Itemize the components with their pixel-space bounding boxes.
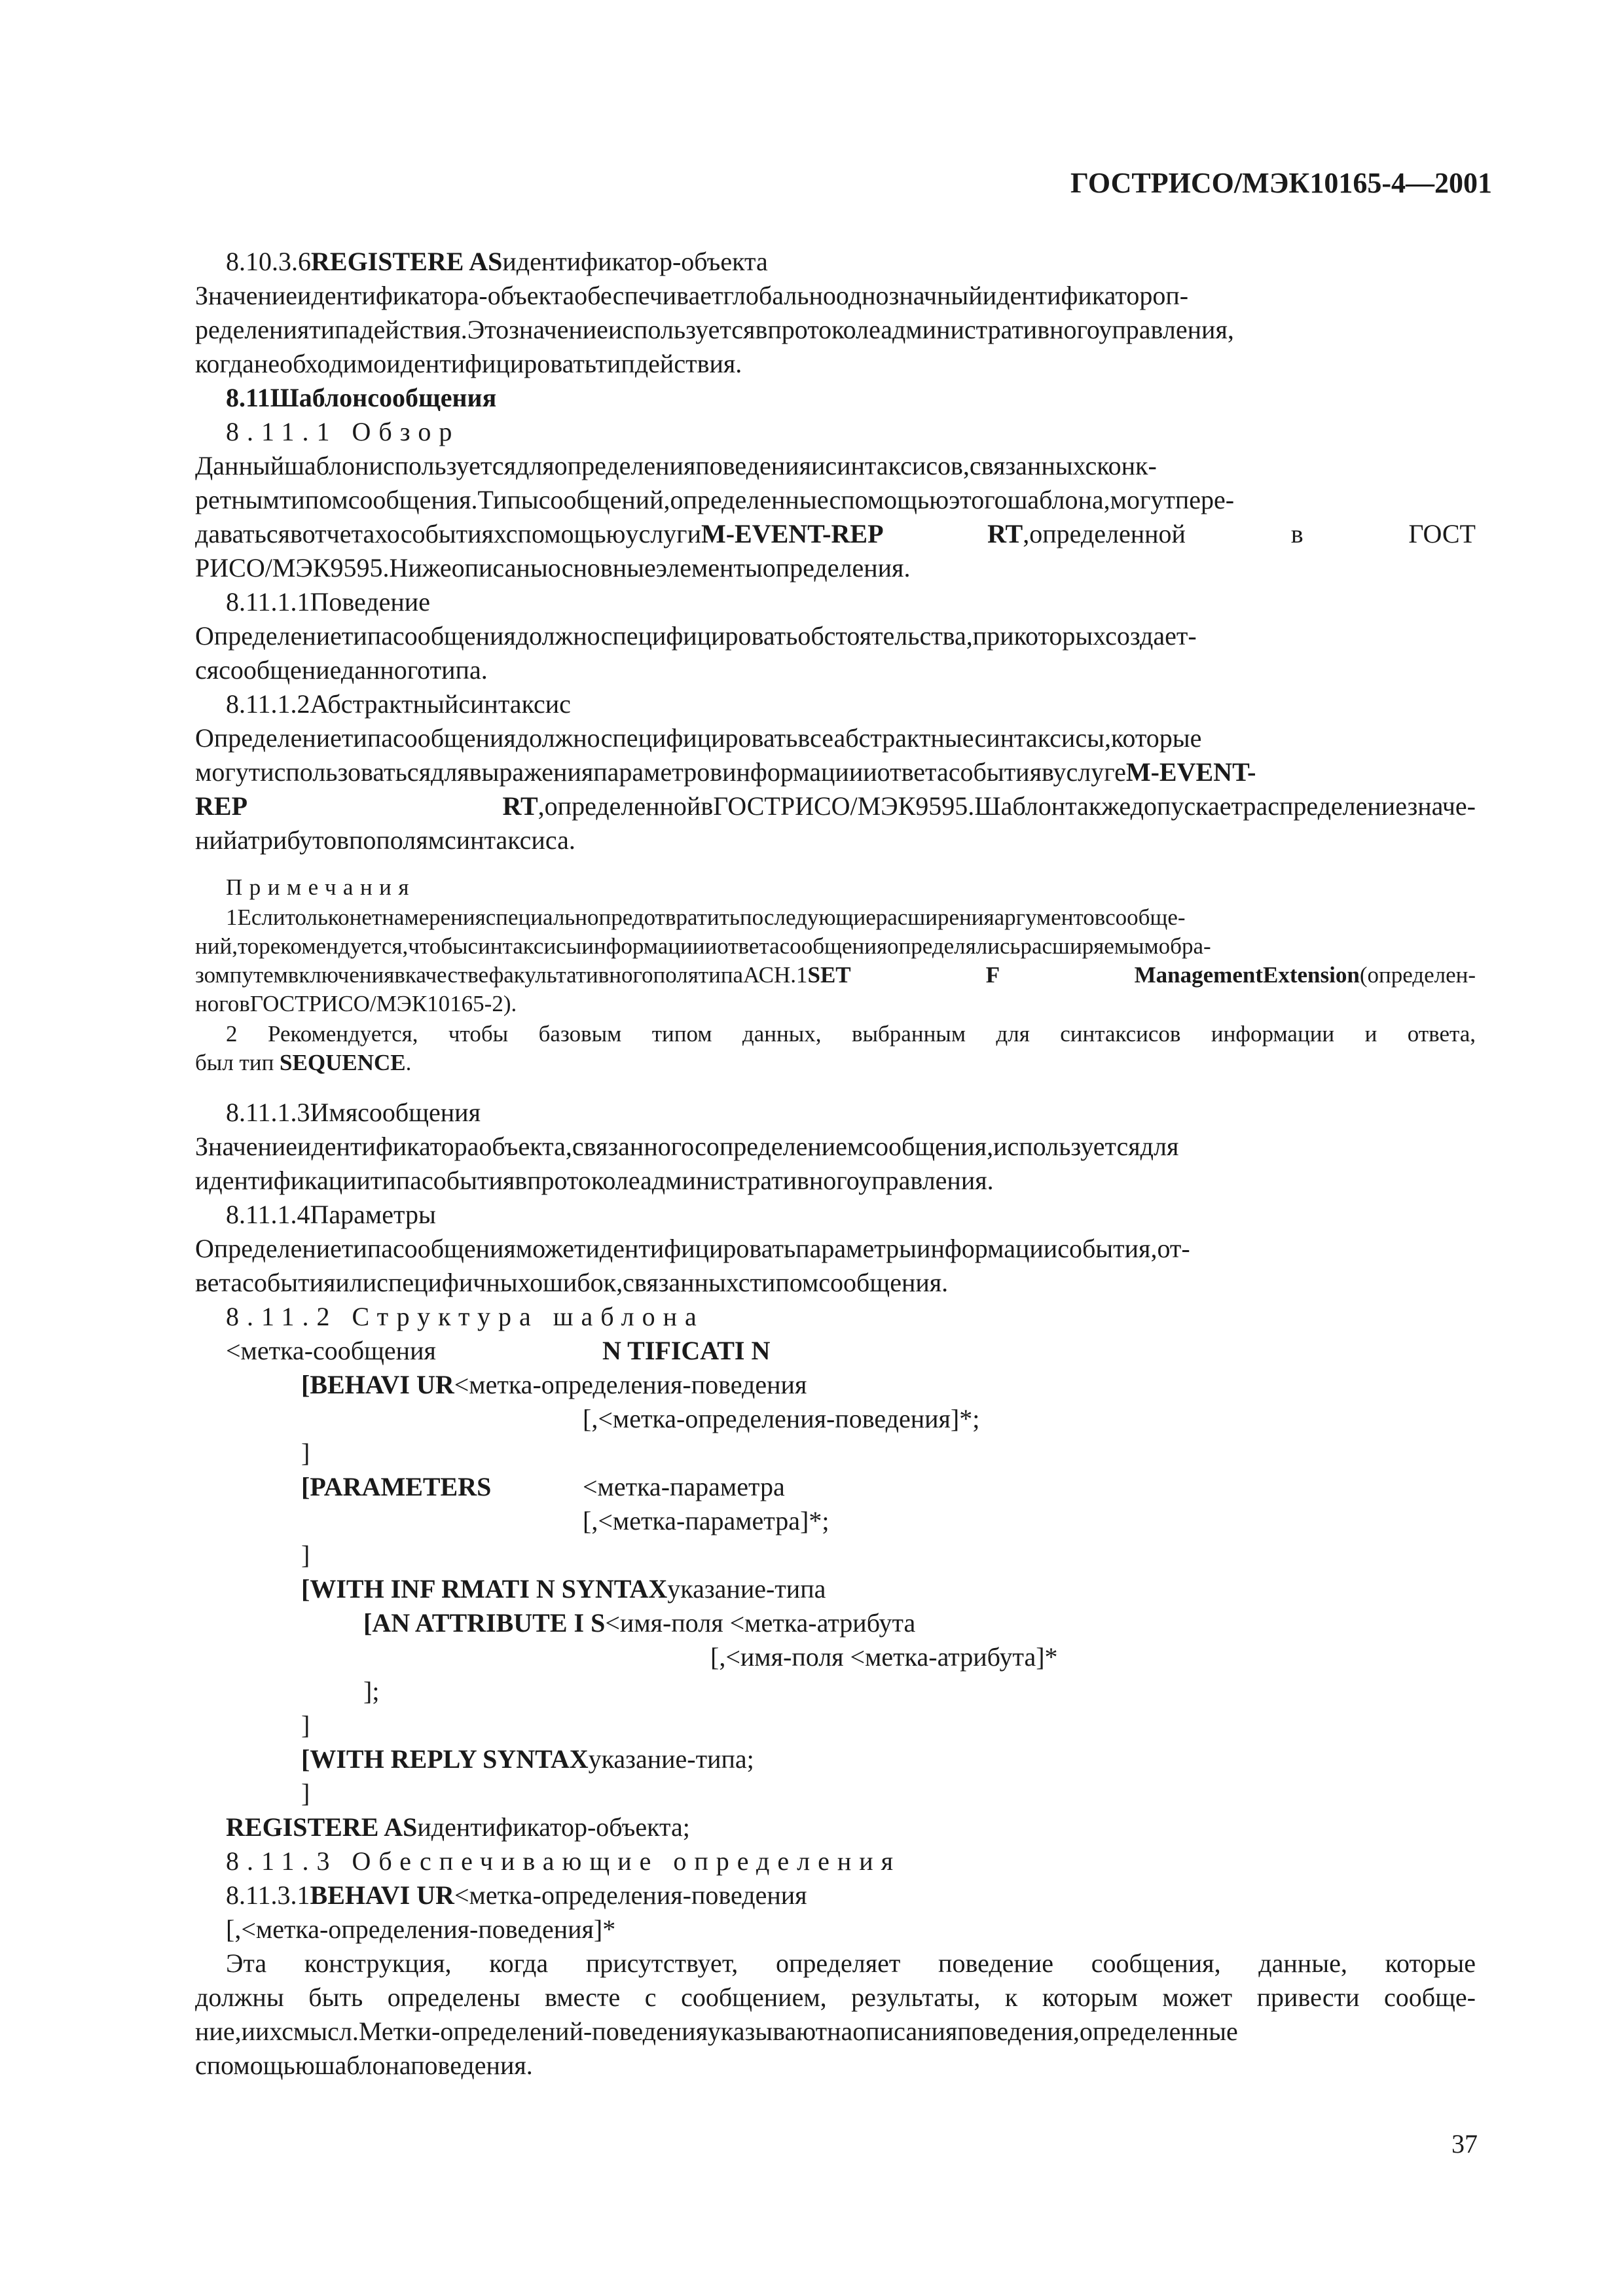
- document-header: ГОСТРИСО/МЭК10165-4—2001: [1070, 167, 1492, 199]
- notes-title: Примечания: [226, 874, 416, 900]
- text: ,определенной в ГОСТ: [1023, 519, 1476, 548]
- paragraph-line: ретнымтипомсообщения.Типысообщений,определенныеспомощьюэтогошаблона,могутпере-: [195, 485, 1235, 514]
- template-keyword: [PARAMETERS: [301, 1472, 492, 1501]
- keyword: [AN ATTRIBUTE I S: [363, 1608, 606, 1638]
- text: <метка-определения-поведения: [454, 1370, 807, 1399]
- heading-number: 8.10.3.6: [226, 247, 311, 276]
- template-line: <метка-параметра: [583, 1472, 785, 1501]
- paragraph-line: ние,иихсмысл.Метки-определений-поведенияуказываютнаописанияповедения,определенные: [195, 2017, 1238, 2046]
- section-heading-8-11: 8.11Шаблонсообщения: [226, 383, 497, 412]
- subsection-heading-8-11-1-4: 8.11.1.4Параметры: [226, 1200, 436, 1229]
- note-line: ноговГОСТРИСО/МЭК10165-2).: [195, 991, 517, 1016]
- template-line: [,<имя-поля <метка-атрибута]*: [710, 1642, 1058, 1672]
- template-line: ];: [363, 1676, 380, 1706]
- subsection-heading-8-11-2: 8.11.2 Структура шаблона: [226, 1302, 704, 1331]
- paragraph-line: идентификациитипасобытиявпротоколеадминистративногоуправления.: [195, 1166, 994, 1195]
- template-line: [,<метка-параметра]*;: [583, 1506, 830, 1535]
- paragraph-line: [195, 793, 1476, 819]
- paragraph-line: РИСО/МЭК9595.Нижеописаныосновныеэлементыопределения.: [195, 553, 911, 583]
- note-line: 2 Рекомендуется, чтобы базовым типом данных, выбранным для синтаксисов информации и ответа,: [226, 1021, 1476, 1047]
- keyword: [BEHAVI UR: [301, 1370, 454, 1399]
- text: (определен-: [1359, 962, 1476, 988]
- template-line: [226, 1814, 690, 1840]
- keyword: REGISTERE AS: [311, 247, 503, 276]
- paragraph-line: Значениеидентификатораобъекта,связанногосопределениемсообщения,используетсядля: [195, 1132, 1179, 1161]
- keyword: [WITH REPLY SYNTAX: [301, 1744, 589, 1774]
- template-keyword: N TIFICATI N: [602, 1336, 771, 1365]
- paragraph-line: Определениетипасообщенияможетидентифицироватьпараметрыинформациисобытия,от-: [195, 1234, 1190, 1263]
- template-line: [301, 1372, 807, 1398]
- text: был тип: [195, 1050, 280, 1075]
- paragraph-line: [195, 759, 1476, 785]
- keyword: BEHAVI UR: [310, 1880, 454, 1910]
- template-line: <метка-сообщения: [226, 1336, 436, 1365]
- page-number: 37: [1451, 2129, 1478, 2159]
- text: указание-типа;: [588, 1744, 754, 1774]
- template-line: ]: [301, 1710, 310, 1740]
- paragraph-line: сясообщениеданноготипа.: [195, 655, 488, 685]
- subsection-heading-8-11-1-2: 8.11.1.2Абстрактныйсинтаксис: [226, 689, 571, 719]
- note-line: 1Еслитольконетнамеренияспециальнопредотвратитьпоследующиерасширенияаргументовсообще-: [226, 905, 1186, 930]
- paragraph-line: Данныйшаблониспользуетсядляопределенияповеденияисинтаксисов,связанныхсконк-: [195, 451, 1157, 480]
- keyword: M-EVENT-REP RT: [701, 519, 1023, 548]
- subsection-heading-8-10-3-6: [226, 249, 768, 275]
- template-line: ]: [301, 1540, 310, 1570]
- paragraph-line: когданеобходимоидентифицироватьтипдействия.: [195, 349, 742, 378]
- subsection-heading-8-11-3: 8.11.3 Обеспечивающие определения: [226, 1846, 902, 1876]
- keyword: [WITH INF RMATI N SYNTAX: [301, 1574, 668, 1604]
- keyword: SEQUENCE: [280, 1050, 406, 1075]
- text: даватьсявотчетахособытияхспомощьюуслуги: [195, 519, 701, 548]
- paragraph-line: ветасобытияилиспецифичныхошибок,связанныхстипомсообщения.: [195, 1268, 949, 1297]
- note-line: [195, 1051, 411, 1074]
- keyword: REP RT: [195, 791, 538, 821]
- keyword: M-EVENT-: [1125, 757, 1256, 787]
- paragraph-line: должны быть определены вместе с сообщением, результаты, к которым может привести сообще-: [195, 1982, 1476, 2012]
- paragraph-line: Определениетипасообщениядолжноспецифицироватьвсеабстрактныесинтаксисы,которые: [195, 723, 1202, 753]
- template-line: [301, 1576, 826, 1602]
- note-line: [195, 963, 1476, 986]
- heading-text: идентификатор-объекта: [502, 247, 768, 276]
- text: <имя-поля <метка-атрибута: [605, 1608, 916, 1638]
- text: ,определеннойвГОСТРИСО/МЭК9595.Шаблонтакжедопускаетраспределениезначе-: [538, 791, 1476, 821]
- subsection-heading-8-11-1: 8.11.1 Обзор: [226, 417, 460, 446]
- subsection-heading-8-11-1-3: 8.11.1.3Имясообщения: [226, 1098, 481, 1127]
- note-line: ний,торекомендуется,чтобысинтаксисыинформациииответасообщенияопределялисьрасширяемымобра-: [195, 933, 1211, 959]
- template-line: [301, 1746, 754, 1772]
- paragraph-line: спомощьюшаблонаповедения.: [195, 2051, 533, 2080]
- template-line: [363, 1610, 915, 1636]
- heading-number: 8.11.3.1: [226, 1880, 310, 1910]
- paragraph-line: [195, 521, 1476, 547]
- paragraph-line: нийатрибутовпополямсинтаксиса.: [195, 825, 575, 855]
- text: зомпутемвключениявкачествефакультативногополятипаАСН.1: [195, 962, 808, 988]
- text: указание-типа: [667, 1574, 826, 1604]
- paragraph-line: ределениятипадействия.Этозначениеиспользуетсявпротоколеадминистративногоуправления,: [195, 315, 1234, 344]
- keyword: SET F ManagementExtension: [807, 962, 1360, 988]
- subsection-heading-8-11-1-1: 8.11.1.1Поведение: [226, 587, 430, 617]
- template-line: [,<метка-определения-поведения]*;: [583, 1404, 980, 1433]
- subsection-heading-8-11-3-1: [226, 1882, 807, 1909]
- paragraph-line: Определениетипасообщениядолжноспецифицироватьобстоятельства,прикоторыхсоздает-: [195, 621, 1197, 651]
- template-line: ]: [301, 1778, 310, 1808]
- text: идентификатор-объекта;: [417, 1812, 690, 1842]
- template-line: [,<метка-определения-поведения]*: [226, 1914, 616, 1944]
- paragraph-line: Эта конструкция, когда присутствует, определяет поведение сообщения, данные, которые: [226, 1948, 1476, 1978]
- keyword: REGISTERE AS: [226, 1812, 418, 1842]
- text: могутиспользоватьсядлявыраженияпараметровинформациииответасобытиявуслуге: [195, 757, 1126, 787]
- template-line: ]: [301, 1438, 310, 1467]
- heading-text: <метка-определения-поведения: [454, 1880, 807, 1910]
- text: .: [405, 1050, 412, 1075]
- paragraph-line: Значениеидентификатора-объектаобеспечиваетглобальнооднозначныйидентификатороп-: [195, 281, 1189, 310]
